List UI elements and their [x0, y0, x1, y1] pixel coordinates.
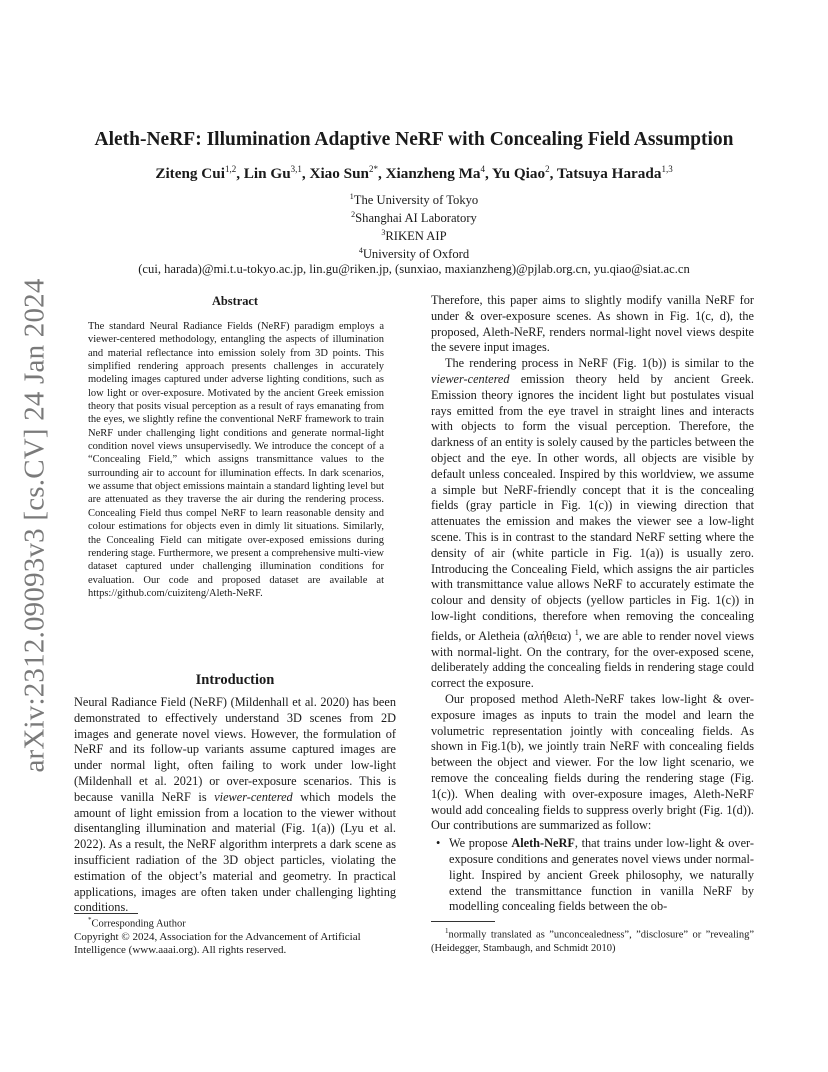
- affiliations: [74, 190, 754, 277]
- paragraph: Therefore, this paper aims to slightly modify vanilla NeRF for under & over-exposure scenes. As shown in Fig. 1(c, d), the proposed, Aleth-NeRF, renders normal-light novel views despite the severe input images.: [431, 293, 754, 355]
- author: Ziteng Cui$^{1,2}$,: [155, 164, 244, 183]
- affiliation: $^3$RIKEN AIP: [381, 227, 447, 244]
- paragraph: The rendering process in NeRF (Fig. 1(b)) is similar to the viewer-centered emission theory held by ancient Greek. Emission theory ignores the incident light but postulates visual rays emitted from the eye travel in straight lines and interacts with objects to form the visual perception. Therefore, the darkness of an entity is solely caused by the particles between the object and the eye. In other words, all objects are visible by default unless concealed. Inspired by this worldview, we assume a simple but NeRF-friendly concept that it is the concealing fields (gray particle in Fig. 1(c)) in viewing direction that attenuates the emission and makes the viewer see a low-light scene. This is in contrast to the standard NeRF setting where the density of air (white particle in Fig. 1(a)) is usually zero. Introducing the Concealing Field, which assigns the air particles with transmittance value allows NeRF to accurately estimate the colour and density of objects (yellow particles in Fig. 1(c)) in low-light conditions, therefore when removing the concealing fields, or Aletheia (αλήθεια) $^1$, we are able to render novel views with normal-light. On the contrary, for the over-exposed scene, deliberately adding the concealing fields in rendering stage could correct the exposure.: [431, 356, 754, 691]
- author: Xianzheng Ma$^4$,: [385, 164, 493, 183]
- introduction-heading: Introduction: [195, 672, 275, 688]
- paragraph: Our proposed method Aleth-NeRF takes low-light & over-exposure images as inputs to train the model and learn the volumetric representation jointly with concealing fields. As shown in Fig.1(b), we jointly train NeRF with concealing fields between the object and viewer. For the low light scenario, we remove the concealing fields during the rendering stage (Fig. 1(c)). When dealing with over-exposure images, Aleth-NeRF would add concealing fields to suppress overly bright (Fig. 1(d)). Our contributions are summarized as follow:: [431, 692, 754, 833]
- footnote-rule: [431, 921, 495, 922]
- arxiv-stamp: arXiv:2312.09093v3 [cs.CV] 24 Jan 2024: [18, 277, 51, 773]
- list-item: • We propose Aleth-NeRF, that trains under low-light & over-exposure conditions and generates novel views under normal-light. Inspired by ancient Greek philosophy, we naturally extend the transmittance function in vanilla NeRF by modelling concealing fields between the ob-: [436, 836, 754, 914]
- footnote-left: *Corresponding Author Copyright © 2024, Association for the Advancement of Artificial Intelligence (www.aaai.org). All rights reserved.: [74, 914, 396, 958]
- author: Xiao Sun$^{2*}$,: [309, 164, 386, 183]
- abstract-heading: Abstract: [211, 294, 259, 308]
- abstract-text: The standard Neural Radiance Fields (NeRF) paradigm employs a viewer-centered methodology, entangling the aspects of illumination and material reflectance into emission solely from 3D points. This simplified rendering approach presents challenges in accurately modeling images captured under adverse lighting conditions, such as low light or over-exposure. Motivated by the ancient Greek emission theory that posits visual perception as a result of rays emanating from the eyes, we slightly refine the conventional NeRF framework to train NeRF under challenging light conditions and generate normal-light condition novel views unsupervisedly. We introduce the concept of a “Concealing Field,” which assigns transmittance values to the surrounding air to account for illumination effects. In dark scenarios, we assume that object emissions maintain a standard lighting level but are attenuated as they traverse the air during the rendering process. Concealing Field thus compel NeRF to learn reasonable density and colour estimations for objects even in dimly lit situations. Similarly, the Concealing Field can mitigate over-exposed emissions during rendering stage. Furthermore, we present a comprehensive multi-view dataset captured under challenging illumination conditions for evaluation. Our code and proposed dataset are available at https://github.com/cuiziteng/Aleth-NeRF.: [88, 321, 384, 599]
- author: Lin Gu$^{3,1}$,: [243, 164, 310, 183]
- author: Yu Qiao$^2$,: [492, 164, 557, 183]
- paragraph: Neural Radiance Field (NeRF) (Mildenhall et al. 2020) has been demonstrated to effectively understand 3D scenes from 2D images and generate novel views. However, the formulation of NeRF and its follow-up variants assume captured images are under normal light, often failing to work under low-light (Mildenhall et al. 2021) or over-exposure scenarios. This is because vanilla NeRF is viewer-centered which models the amount of light emission from a location to the viewer without disentangling illumination and material (Fig. 1(a)) (Lyu et al. 2022). As a result, the NeRF algorithm interprets a dark scene as insufficient radiation of the 3D object particles, violating the estimation of the object’s material and geometry. In practical applications, images are often taken under challenging lighting conditions.: [74, 695, 396, 915]
- paper-title: Aleth-NeRF: Illumination Adaptive NeRF with Concealing Field Assumption: [94, 129, 734, 150]
- author: Tatsuya Harada$^{1,3}$: [556, 164, 673, 183]
- introduction-body: [74, 695, 396, 916]
- footnote-right: $^1$normally translated as ”unconcealedness”, ”disclosure” or ”revealing” (Heidegger, Stambaugh, and Schmidt 2010): [431, 927, 754, 954]
- contribution-list: [431, 836, 754, 915]
- right-column: [431, 293, 754, 915]
- copyright-notice: Copyright © 2024, Association for the Advancement of Artificial Intelligence (www.aaai.org). All rights reserved.: [74, 930, 361, 956]
- affiliation: $^4$University of Oxford: [358, 245, 470, 262]
- author-emails: (cui, harada)@mi.t.u-tokyo.ac.jp, lin.gu@riken.jp, (sunxiao, maxianzheng)@pjlab.org.cn, yu.qiao@siat.ac.cn: [138, 261, 690, 276]
- author-list: [74, 164, 754, 183]
- affiliation: $^2$Shanghai AI Laboratory: [351, 209, 477, 226]
- affiliation: $^1$The University of Tokyo: [349, 192, 479, 208]
